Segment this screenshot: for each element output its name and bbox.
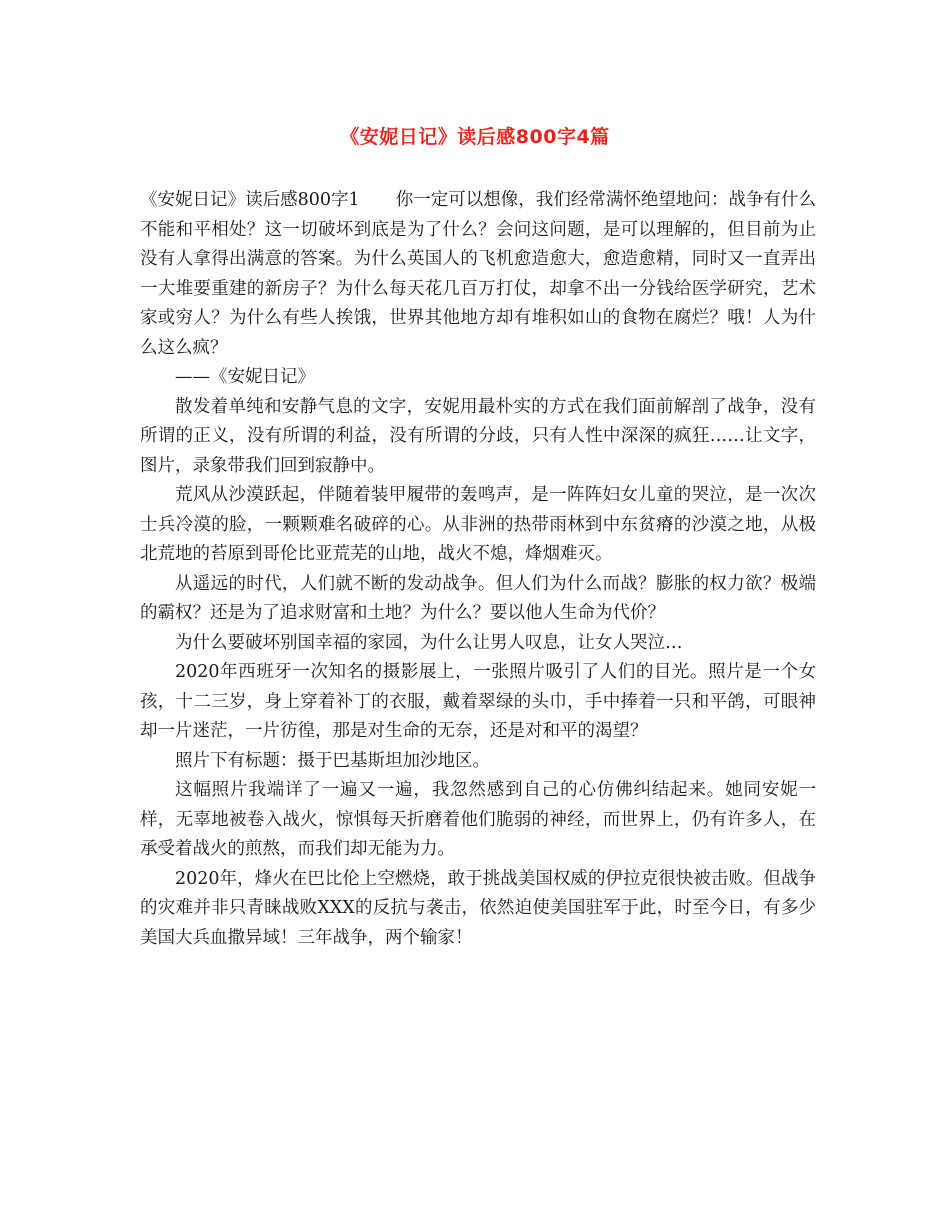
paragraph: 荒风从沙漠跃起，伴随着装甲履带的轰鸣声，是一阵阵妇女儿童的哭泣，是一次次士兵冷漠的脸，一颗颗难名破碎的心。从非洲的热带雨林到中东贫瘠的沙漠之地，从极北荒地的苔原到哥伦比亚荒芜的山地，战火不熄，烽烟难灭。	[140, 485, 816, 564]
document-body	[140, 186, 816, 953]
paragraph: 为什么要破坏别国幸福的家园，为什么让男人叹息，让女人哭泣…	[175, 632, 683, 653]
paragraph: 照片下有标题：摄于巴基斯坦加沙地区。	[175, 750, 490, 771]
paragraph-text: 你一定可以想像，我们经常满怀绝望地问：战争有什么不能和平相处？这一切破坏到底是为了什么？会问这问题，是可以理解的，但目前为止没有人拿得出满意的答案。为什么英国人的飞机愈造愈大，愈造愈精，同时又一直弄出一大堆要重建的新房子？为什么每天花几百万打仗，却拿不出一分钱给医学研究，艺术家或穷人？为什么有些人挨饿，世界其他地方却有堆积如山的食物在腐烂？哦！人为什么这么疯？	[140, 190, 816, 358]
paragraph: 这幅照片我端详了一遍又一遍，我忽然感到自己的心仿佛纠结起来。她同安妮一样，无辜地被卷入战火，惊惧每天折磨着他们脆弱的神经，而世界上，仍有许多人，在承受着战火的煎熬，而我们却无能为力。	[140, 780, 816, 859]
section-heading: 《安妮日记》读后感800字1	[140, 190, 360, 210]
paragraph: 2020年西班牙一次知名的摄影展上，一张照片吸引了人们的目光。照片是一个女孩，十二三岁，身上穿着补丁的衣服，戴着翠绿的头巾，手中捧着一只和平鸽，可眼神却一片迷茫，一片彷徨，那是对生命的无奈，还是对和平的渴望？	[140, 662, 816, 741]
paragraph-quote-source: ——《安妮日记》	[175, 367, 315, 387]
paragraph-intro	[140, 186, 816, 363]
paragraph: 散发着单纯和安静气息的文字，安妮用最朴实的方式在我们面前解剖了战争，没有所谓的正义，没有所谓的利益，没有所谓的分歧，只有人性中深深的疯狂……让文字，图片，录象带我们回到寂静中。	[140, 396, 816, 476]
paragraph: 从遥远的时代，人们就不断的发动战争。但人们为什么而战？膨胀的权力欲？极端的霸权？还是为了追求财富和土地？为什么？要以他人生命为代价？	[140, 573, 816, 623]
paragraph: 2020年，烽火在巴比伦上空燃烧，敢于挑战美国权威的伊拉克很快被击败。但战争的灾难并非只青睐战败XXX的反抗与袭击，依然迫使美国驻军于此，时至今日，有多少美国大兵血撒异域！三年战争，两个输家！	[140, 868, 816, 948]
document-title: 《安妮日记》读后感800字4篇	[340, 126, 610, 148]
